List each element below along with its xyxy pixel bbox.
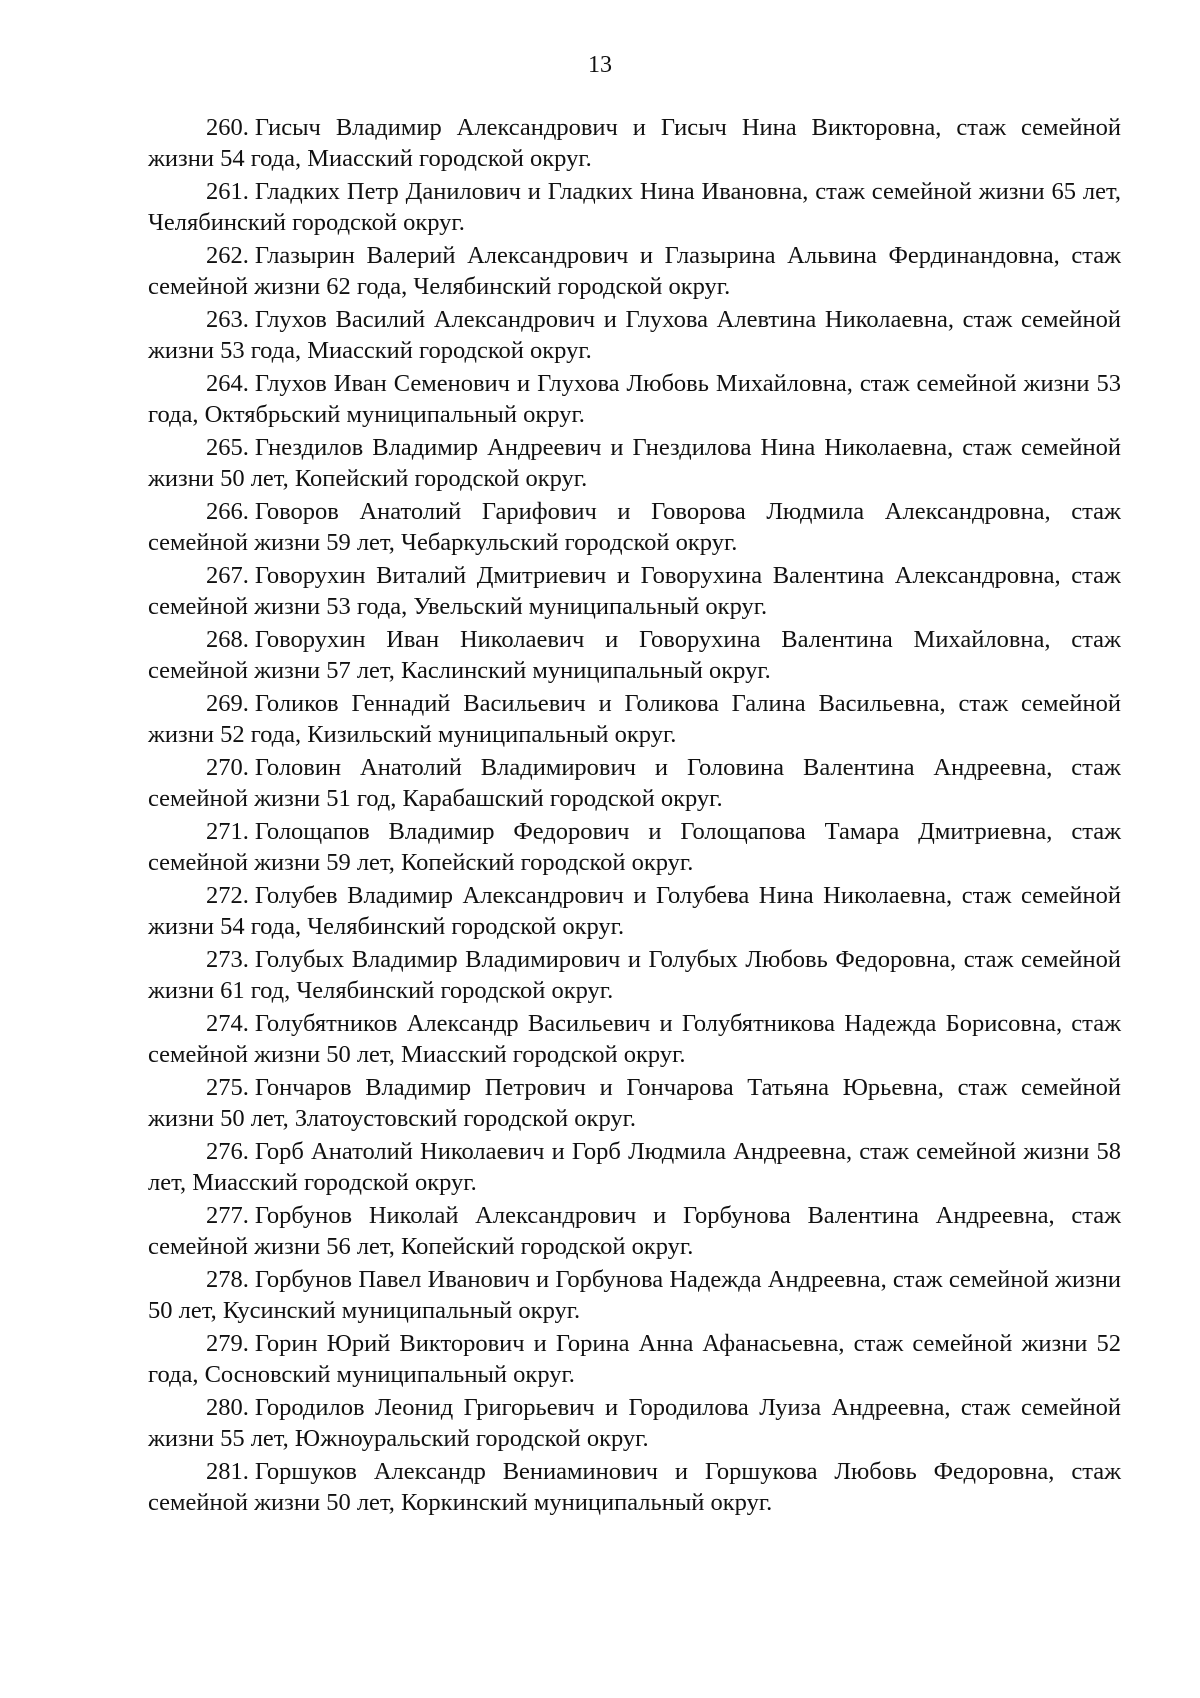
entry-number: 275. [206,1074,249,1101]
list-item [148,624,1121,686]
entry-text: Головин Анатолий Владимирович и Головина Валентина Андреевна, стаж семейной жизни 51 год, Карабашский городской округ. [148,754,1121,812]
entry-number: 262. [206,242,249,269]
entry-text: Горшуков Александр Вениаминович и Горшукова Любовь Федоровна, стаж семейной жизни 50 лет, Коркинский муниципальный округ. [148,1458,1121,1516]
page-number: 13 [588,52,612,78]
list-item [148,880,1121,942]
list-item [148,816,1121,878]
list-item [148,432,1121,494]
entry-text: Горб Анатолий Николаевич и Горб Людмила Андреевна, стаж семейной жизни 58 лет, Миасский городской округ. [148,1138,1121,1196]
list-item [148,752,1121,814]
entry-number: 276. [206,1138,249,1165]
list-item [148,176,1121,238]
list-item [148,240,1121,302]
entry-number: 260. [206,114,249,141]
entry-text: Голубев Владимир Александрович и Голубева Нина Николаевна, стаж семейной жизни 54 года, Челябинский городской округ. [148,882,1121,940]
entry-text: Говорухин Иван Николаевич и Говорухина Валентина Михайловна, стаж семейной жизни 57 лет, Каслинский муниципальный округ. [148,626,1121,684]
entry-number: 280. [206,1394,249,1421]
list-item [148,1072,1121,1134]
list-item [148,944,1121,1006]
list-item [148,1200,1121,1262]
entry-text: Голиков Геннадий Васильевич и Голикова Галина Васильевна, стаж семейной жизни 52 года, Кизильский муниципальный округ. [148,690,1121,748]
entry-text: Голубятников Александр Васильевич и Голубятникова Надежда Борисовна, стаж семейной жизни 50 лет, Миасский городской округ. [148,1010,1121,1068]
entry-text: Гладких Петр Данилович и Гладких Нина Ивановна, стаж семейной жизни 65 лет, Челябинский городской округ. [148,178,1121,236]
entry-text: Голубых Владимир Владимирович и Голубых Любовь Федоровна, стаж семейной жизни 61 год, Челябинский городской округ. [148,946,1121,1004]
entry-text: Гнездилов Владимир Андреевич и Гнездилова Нина Николаевна, стаж семейной жизни 50 лет, Копейский городской округ. [148,434,1121,492]
entry-number: 270. [206,754,249,781]
entry-number: 278. [206,1266,249,1293]
entry-text: Голощапов Владимир Федорович и Голощапова Тамара Дмитриевна, стаж семейной жизни 59 лет, Копейский городской округ. [148,818,1121,876]
entry-text: Глухов Иван Семенович и Глухова Любовь Михайловна, стаж семейной жизни 53 года, Октябрьский муниципальный округ. [148,370,1121,428]
entry-number: 281. [206,1458,249,1485]
entry-number: 279. [206,1330,249,1357]
list-item [148,1008,1121,1070]
entry-number: 274. [206,1010,249,1037]
entry-text: Горин Юрий Викторович и Горина Анна Афанасьевна, стаж семейной жизни 52 года, Сосновский муниципальный округ. [148,1330,1121,1388]
list-item [148,368,1121,430]
list-item [148,112,1121,174]
list-item [148,1264,1121,1326]
list-item [148,1136,1121,1198]
entry-text: Говоров Анатолий Гарифович и Говорова Людмила Александровна, стаж семейной жизни 59 лет, Чебаркульский городской округ. [148,498,1121,556]
entry-number: 277. [206,1202,249,1229]
entry-number: 265. [206,434,249,461]
entry-number: 267. [206,562,249,589]
entry-text: Городилов Леонид Григорьевич и Городилова Луиза Андреевна, стаж семейной жизни 55 лет, Южноуральский городской округ. [148,1394,1121,1452]
entry-number: 272. [206,882,249,909]
list-item [148,1328,1121,1390]
list-item [148,1392,1121,1454]
entry-number: 266. [206,498,249,525]
list-item [148,560,1121,622]
entry-number: 269. [206,690,249,717]
entry-text: Говорухин Виталий Дмитриевич и Говорухина Валентина Александровна, стаж семейной жизни 53 года, Увельский муниципальный округ. [148,562,1121,620]
entry-text: Горбунов Павел Иванович и Горбунова Надежда Андреевна, стаж семейной жизни 50 лет, Кусинский муниципальный округ. [148,1266,1121,1324]
entry-number: 268. [206,626,249,653]
entry-text: Гончаров Владимир Петрович и Гончарова Татьяна Юрьевна, стаж семейной жизни 50 лет, Златоустовский городской округ. [148,1074,1121,1132]
list-item [148,688,1121,750]
entry-text: Горбунов Николай Александрович и Горбунова Валентина Андреевна, стаж семейной жизни 56 лет, Копейский городской округ. [148,1202,1121,1260]
entry-number: 271. [206,818,249,845]
entry-number: 273. [206,946,249,973]
list-item [148,1456,1121,1518]
list-item [148,304,1121,366]
entry-number: 263. [206,306,249,333]
entry-number: 264. [206,370,249,397]
entry-text: Глазырин Валерий Александрович и Глазырина Альвина Фердинандовна, стаж семейной жизни 62 года, Челябинский городской округ. [148,242,1121,300]
entry-text: Гисыч Владимир Александрович и Гисыч Нина Викторовна, стаж семейной жизни 54 года, Миасский городской округ. [148,114,1121,172]
entries-list [148,112,1121,1520]
entry-number: 261. [206,178,249,205]
entry-text: Глухов Василий Александрович и Глухова Алевтина Николаевна, стаж семейной жизни 53 года, Миасский городской округ. [148,306,1121,364]
list-item [148,496,1121,558]
